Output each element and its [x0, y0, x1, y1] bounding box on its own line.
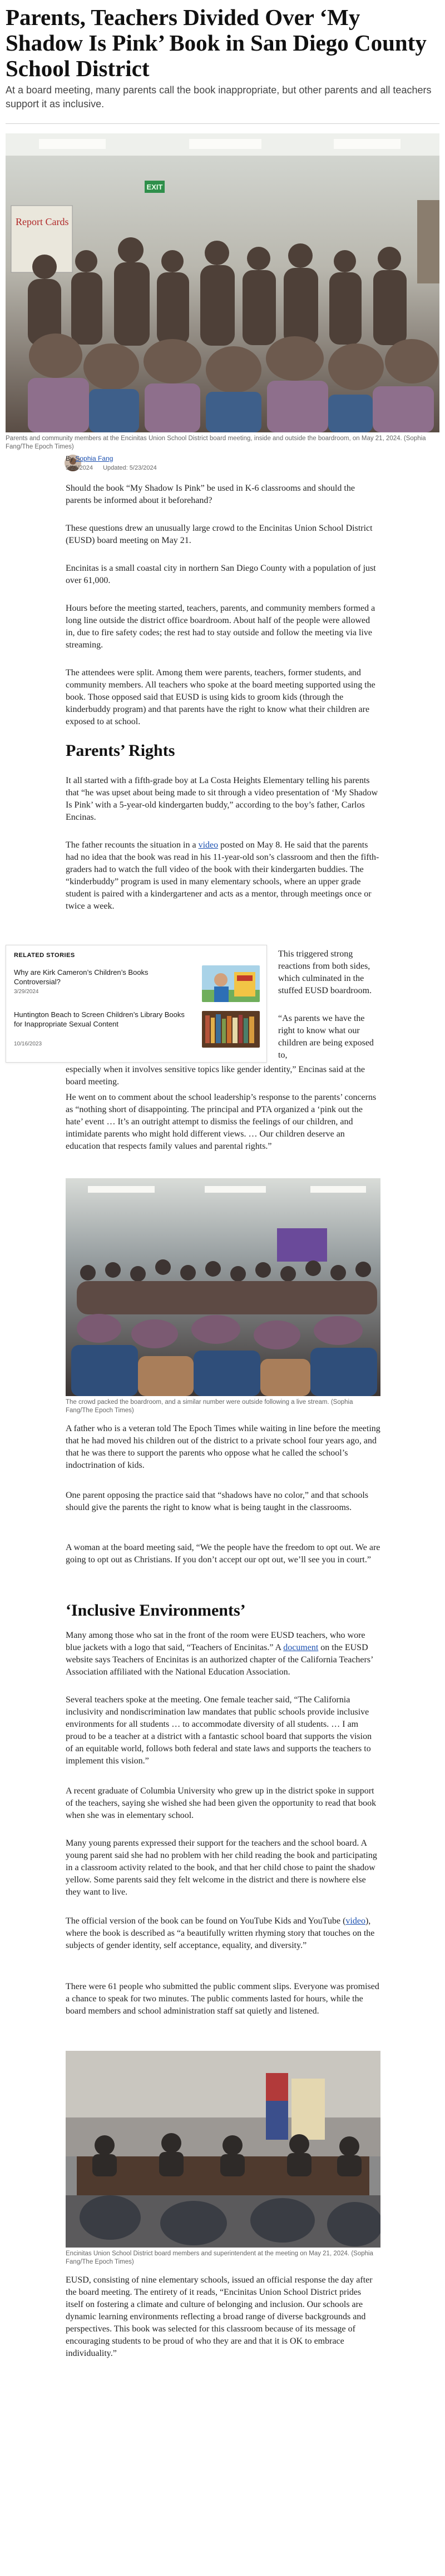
- related-story-link[interactable]: Why are Kirk Cameron’s Children’s Books Controversial?: [14, 968, 149, 986]
- paragraph: “As parents we have the right to know what our children are being exposed to,: [278, 1014, 374, 1060]
- related-story-thumbnail[interactable]: [202, 1011, 260, 1048]
- youtube-video-link[interactable]: video: [345, 1916, 365, 1926]
- paragraph: Several teachers spoke at the meeting. One female teacher said, “The California inclusivity and nondiscrimination law mandates that public schools provide inclusive environments for all students … to accommodate diversity of all students. … I am proud to be a teacher at a district with a fantastic school board that supports the vision of an equitable world, follows both federal and state laws and supports the teachers to implement this vision.”: [66, 1695, 372, 1766]
- paragraph: There were 61 people who submitted the public comment slips. Everyone was promised a chance to speak for two minutes. The public comments lasted for hours, while the board members and school administration staff sat quietly and listened.: [66, 1982, 379, 2016]
- author-link[interactable]: Sophia Fang: [75, 455, 113, 462]
- paragraph: A recent graduate of Columbia University who grew up in the district spoke in support of the teachers, saying she wished she had been given the opportunity to read that book when she was in elementary school.: [66, 1786, 377, 1820]
- related-story-date: 10/16/2023: [14, 1041, 42, 1047]
- section-heading: Parents’ Rights: [66, 741, 175, 760]
- board-photo-caption: Encinitas Union School District board members and superintendent at the meeting on May 21, 2024. (Sophia Fang/The Epoch Times): [66, 2250, 373, 2265]
- paragraph: One parent opposing the practice said that “shadows have no color,” and that schools should give the parents the right to know what is being taught in the classrooms.: [66, 1491, 369, 1512]
- related-story-thumbnail[interactable]: [202, 965, 260, 1002]
- updated-label: Updated:: [103, 465, 128, 471]
- hero-caption: Parents and community members at the Encinitas Union School District board meeting, inside and outside the boardroom, on May 21, 2024. (Sophia Fang/The Epoch Times): [6, 435, 426, 450]
- publish-date: 5/23/2024: [66, 465, 93, 471]
- related-stories-box: [6, 945, 267, 1063]
- paragraph: Many young parents expressed their support for the teachers and the school board. A young parent said she had no problem with her child reading the book and participating in a classroom activity related to the book, and that her child chose to paint the shadow yellow. Some parents said they felt welcome in the district and there is nowhere else they want to live.: [66, 1838, 377, 1897]
- paragraph: This triggered strong reactions from both sides, which culminated in the stuffed EUSD boardroom.: [278, 949, 372, 995]
- byline-prefix: By: [66, 455, 74, 462]
- paragraph: It all started with a fifth-grade boy at La Costa Heights Elementary telling his parents that “he was upset about being made to sit through a video presentation of ‘My Shadow Is Pink’ with a 5-year-old kindergarten buddy,” according to the boy’s father, Carlos Encinas.: [66, 776, 378, 822]
- section-heading: ‘Inclusive Environments’: [66, 1601, 246, 1620]
- divider: [6, 123, 439, 124]
- article-subhead: At a board meeting, many parents call the book inappropriate, but other parents and all teachers support it as inclusive.: [6, 84, 432, 109]
- related-story-date: 3/29/2024: [14, 989, 39, 995]
- paragraph: The official version of the book can be found on YouTube Kids and YouTube (video), where the book is described as “a beautifully written rhyming story that touches on the subjects of gender identity, self acceptance, equality, and diversity.”: [66, 1916, 375, 1950]
- byline: [66, 455, 113, 462]
- paragraph: Encinitas is a small coastal city in northern San Diego County with a population of just over 61,000.: [66, 564, 376, 585]
- video-link[interactable]: video: [198, 840, 219, 850]
- paragraph: especially when it involves sensitive topics like gender identity,” Encinas said at the board meeting.: [66, 1065, 365, 1087]
- paragraph: The father recounts the situation in a video posted on May 8. He said that the parents had no idea that the book was read in his 11-year-old son’s classroom and then the fifth-graders had to watch the full video of the book with their kindergarten buddies. The “kinderbuddy” program is used in many elementary schools, where an upper grade student is paired with a kindergartener and acts as a mentor, through meetings once or twice a week.: [66, 840, 379, 911]
- crowd-photo-caption: The crowd packed the boardroom, and a similar number were outside following a live stream. (Sophia Fang/The Epoch Times): [66, 1399, 353, 1414]
- article-headline: Parents, Teachers Divided Over ‘My Shadow Is Pink’ Book in San Diego County School District: [6, 4, 427, 81]
- paragraph: EUSD, consisting of nine elementary schools, issued an official response the day after the board meeting. The entirety of it reads, “Encinitas Union School District prides itself on fostering a climate and culture of belonging and inclusion. Our schools are dynamic learning environments reflecting a broad range of diverse backgrounds and perspectives. This book was selected for this classroom because of its message of encouraging students to be proud of who they are and that it is OK to embrace individuality.”: [66, 2275, 373, 2358]
- exit-sign-text: EXIT: [146, 183, 163, 191]
- board-sign-text: Report Cards: [16, 216, 69, 227]
- updated-date: 5/23/2024: [129, 465, 157, 471]
- byline-dates: [66, 465, 157, 471]
- related-story-link[interactable]: Huntington Beach to Screen Children’s Library Books for Inappropriate Sexual Content: [14, 1010, 185, 1028]
- paragraph: Many among those who sat in the front of the room were EUSD teachers, who wore blue jackets with a logo that said, “Teachers of Encinitas.” A document on the EUSD website says Teachers of Encinitas is an authorized chapter of the California Teachers’ Association affiliated with the National Education Association.: [66, 1631, 373, 1677]
- paragraph: Should the book “My Shadow Is Pink” be used in K-6 classrooms and should the parents be informed about it beforehand?: [66, 484, 355, 505]
- hero-photo: [6, 133, 439, 432]
- board-photo: [66, 2051, 380, 2248]
- related-stories-title: RELATED STORIES: [14, 952, 75, 959]
- paragraph: He went on to comment about the school leadership’s response to the parents’ concerns as “nothing short of disappointing. The principal and PTA organized a ‘pink out the hate’ event … It’s an outright attempt to dismiss the feelings of our children, and intimidate parents who might hold different views. … Our children deserve an education that respects family values and parental rights.”: [66, 1093, 377, 1151]
- paragraph: The attendees were split. Among them were parents, teachers, former students, and community members. All teachers who spoke at the board meeting supported using the book. Those opposed said that EUSD is using kids to groom kids (through the kinderbuddy program) and that parents have the right to know what their children are exposed to at school.: [66, 668, 375, 726]
- crowd-photo: [66, 1178, 380, 1396]
- document-link[interactable]: document: [283, 1643, 319, 1652]
- paragraph: Hours before the meeting started, teachers, parents, and community members formed a long line outside the district office boardroom. About half of the people were allowed in, due to fire safety codes; the rest had to stay outside and follow the meeting via live streaming.: [66, 604, 375, 650]
- paragraph: A father who is a veteran told The Epoch Times while waiting in line before the meeting that he had moved his children out of the district to a private school four years ago, and that he was there to support the parents who oppose what he called the school’s indoctrination of kids.: [66, 1424, 380, 1470]
- paragraph: A woman at the board meeting said, “We the people have the freedom to opt out. We are going to opt out as Christians. If you don’t accept our opt out, we’ll see you in court.”: [66, 1543, 380, 1564]
- paragraph: These questions drew an unusually large crowd to the Encinitas Union School District (EUSD) board meeting on May 21.: [66, 524, 373, 545]
